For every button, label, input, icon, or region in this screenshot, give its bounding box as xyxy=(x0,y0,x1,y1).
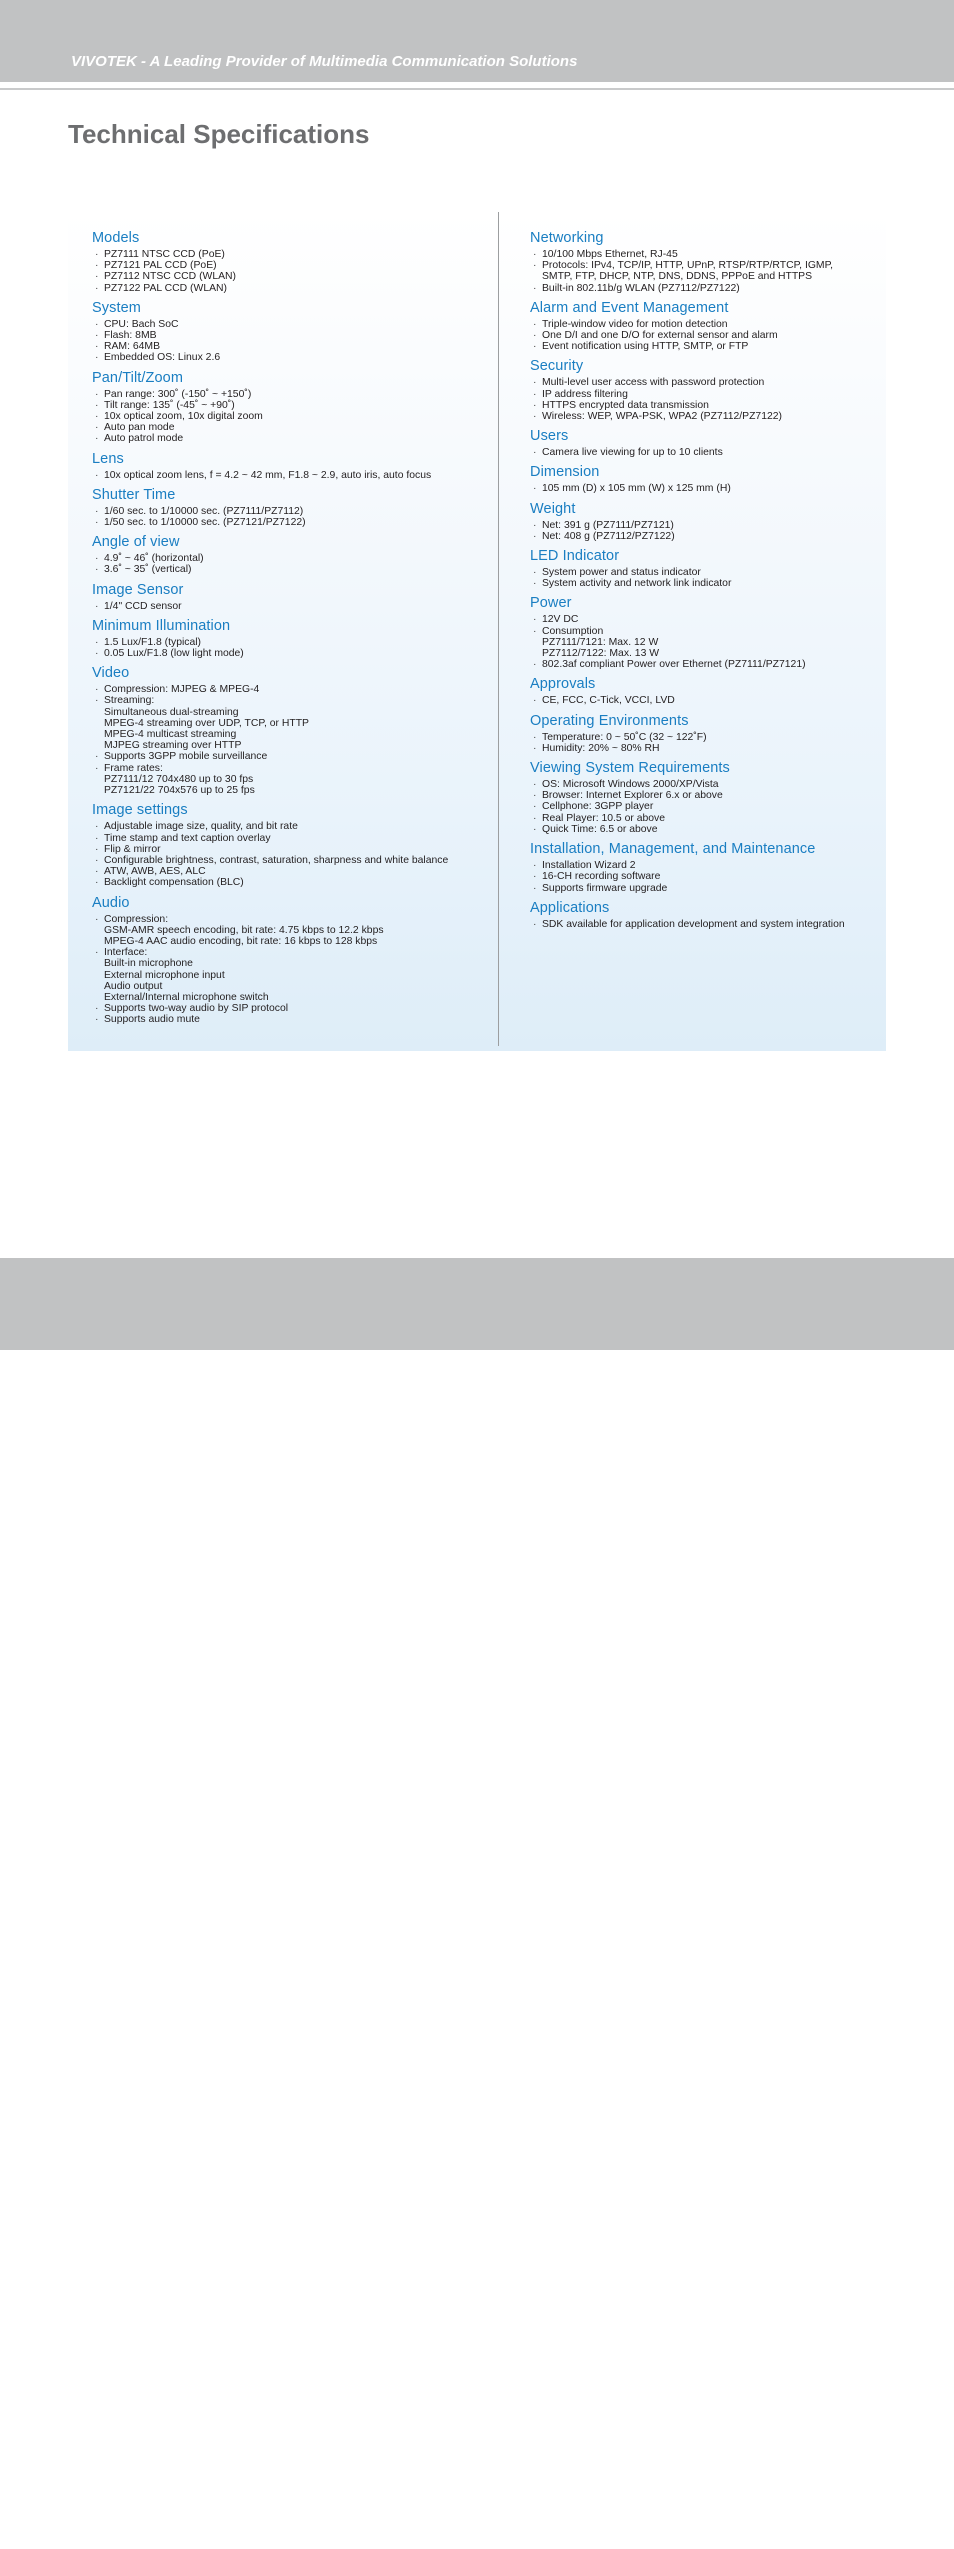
spec-list xyxy=(92,637,492,659)
spec-section xyxy=(530,898,880,930)
spec-section-title: Security xyxy=(530,358,584,375)
spec-list xyxy=(530,567,880,589)
spec-item: · Cellphone: 3GPP player xyxy=(530,801,880,812)
spec-section-title: Models xyxy=(92,230,140,246)
spec-section-title: Users xyxy=(530,428,569,445)
spec-item: · 1/60 sec. to 1/10000 sec. (PZ7111/PZ7112) xyxy=(92,506,492,517)
spec-section xyxy=(530,499,880,542)
spec-item: · PZ7121 PAL CCD (PoE) xyxy=(92,260,492,271)
footer-page-label: 116 - User's Manual xyxy=(70,2533,194,2549)
spec-section-title: Power xyxy=(530,595,572,612)
spec-item: · PZ7112 NTSC CCD (WLAN) xyxy=(92,271,492,282)
spec-list xyxy=(530,520,880,542)
spec-item: · 12V DC xyxy=(530,614,880,625)
spec-section-title: Image settings xyxy=(92,802,188,819)
header-divider xyxy=(0,88,954,90)
spec-item: · Time stamp and text caption overlay xyxy=(92,833,492,844)
spec-list xyxy=(530,614,880,670)
spec-section xyxy=(92,663,492,796)
spec-item: · 10/100 Mbps Ethernet, RJ-45 xyxy=(530,249,880,260)
spec-list xyxy=(530,695,880,706)
spec-list xyxy=(92,249,492,294)
spec-item: · Compression: MJPEG & MPEG-4 xyxy=(92,684,492,695)
spec-list xyxy=(530,377,880,422)
spec-item: · Auto pan mode xyxy=(92,422,492,433)
spec-item: · Pan range: 300˚ (-150˚ ~ +150˚) xyxy=(92,389,492,400)
spec-list xyxy=(530,779,880,835)
spec-section xyxy=(530,228,880,294)
spec-section xyxy=(92,800,492,888)
spec-item: · Backlight compensation (BLC) xyxy=(92,877,492,888)
page-title: Technical Specifications xyxy=(68,119,370,149)
spec-section-title: Applications xyxy=(530,899,610,916)
spec-item: · Embedded OS: Linux 2.6 xyxy=(92,352,492,363)
spec-item: · Supports 3GPP mobile surveillance xyxy=(92,751,492,762)
spec-item: · 4.9˚ ~ 46˚ (horizontal) xyxy=(92,553,492,564)
spec-section-title: Installation, Management, and Maintenance xyxy=(530,841,816,858)
spec-item: · Camera live viewing for up to 10 clients xyxy=(530,447,880,458)
spec-item: · RAM: 64MB xyxy=(92,341,492,352)
spec-section xyxy=(530,546,880,589)
spec-item: · Supports two-way audio by SIP protocol xyxy=(92,1003,492,1014)
spec-section xyxy=(530,462,880,494)
spec-section-title: Viewing System Requirements xyxy=(530,760,730,777)
spec-section xyxy=(92,580,492,612)
spec-item: · Supports firmware upgrade xyxy=(530,883,880,894)
spec-item: · CE, FCC, C-Tick, VCCI, LVD xyxy=(530,695,880,706)
spec-list xyxy=(530,249,880,294)
spec-item: · Quick Time: 6.5 or above xyxy=(530,824,880,835)
spec-section xyxy=(92,298,492,364)
spec-item: · 16-CH recording software xyxy=(530,871,880,882)
spec-item: · Auto patrol mode xyxy=(92,433,492,444)
spec-item: · Supports audio mute xyxy=(92,1014,492,1025)
spec-item: · PZ7122 PAL CCD (WLAN) xyxy=(92,283,492,294)
spec-item: · Humidity: 20% ~ 80% RH xyxy=(530,743,880,754)
spec-list xyxy=(92,821,492,888)
spec-section-title: Image Sensor xyxy=(92,581,184,598)
spec-item: · One D/I and one D/O for external sensor and alarm xyxy=(530,330,880,341)
spec-item: · Net: 391 g (PZ7111/PZ7121) xyxy=(530,520,880,531)
spec-item: · 3.6˚ ~ 35˚ (vertical) xyxy=(92,564,492,575)
spec-section xyxy=(530,426,880,458)
spec-section-title: Networking xyxy=(530,230,604,246)
spec-item: · SDK available for application development and system integration xyxy=(530,919,880,930)
spec-item: · 10x optical zoom lens, f = 4.2 ~ 42 mm, F1.8 ~ 2.9, auto iris, auto focus xyxy=(92,470,492,481)
spec-item: · 1/50 sec. to 1/10000 sec. (PZ7121/PZ7122) xyxy=(92,517,492,528)
spec-section xyxy=(530,356,880,422)
spec-item: · CPU: Bach SoC xyxy=(92,319,492,330)
spec-list xyxy=(530,860,880,894)
column-divider xyxy=(498,212,499,1046)
spec-list xyxy=(92,684,492,796)
spec-item: · 105 mm (D) x 105 mm (W) x 125 mm (H) xyxy=(530,483,880,494)
spec-section-title: Alarm and Event Management xyxy=(530,299,729,316)
spec-section xyxy=(530,758,880,835)
spec-list xyxy=(92,470,492,481)
spec-item: · Event notification using HTTP, SMTP, or FTP xyxy=(530,341,880,352)
header-bar xyxy=(0,0,954,82)
spec-list xyxy=(92,319,492,364)
spec-section-title: Pan/Tilt/Zoom xyxy=(92,369,184,386)
spec-item: · Flash: 8MB xyxy=(92,330,492,341)
spec-section-title: System xyxy=(92,299,141,316)
spec-item: · Adjustable image size, quality, and bit rate xyxy=(92,821,492,832)
spec-section xyxy=(92,532,492,575)
header-title: VIVOTEK - A Leading Provider of Multimedia Communication Solutions xyxy=(71,53,578,70)
spec-section xyxy=(92,228,492,294)
spec-section-title: Approvals xyxy=(530,676,596,693)
spec-item: · Flip & mirror xyxy=(92,844,492,855)
spec-section xyxy=(92,368,492,445)
spec-section-title: Angle of view xyxy=(92,534,180,551)
spec-item: · Streaming: Simultaneous dual-streaming MPEG-4 streaming over UDP, TCP, or HTTP MPEG-4 multicast streaming MJPEG streaming over HTTP xyxy=(92,695,492,751)
spec-section xyxy=(530,674,880,706)
spec-list xyxy=(530,919,880,930)
spec-section-title: Lens xyxy=(92,450,124,467)
spec-section-title: Operating Environments xyxy=(530,712,689,729)
spec-item: · Browser: Internet Explorer 6.x or above xyxy=(530,790,880,801)
spec-item: · HTTPS encrypted data transmission xyxy=(530,400,880,411)
spec-section xyxy=(530,711,880,754)
spec-item: · 0.05 Lux/F1.8 (low light mode) xyxy=(92,648,492,659)
spec-item: · Compression: GSM-AMR speech encoding, bit rate: 4.75 kbps to 12.2 kbps MPEG-4 AAC audio encoding, bit rate: 16 kbps to 128 kbps xyxy=(92,914,492,948)
spec-item: · 802.3af compliant Power over Ethernet (PZ7111/PZ7121) xyxy=(530,659,880,670)
spec-item: · Installation Wizard 2 xyxy=(530,860,880,871)
spec-list xyxy=(92,506,492,528)
spec-list xyxy=(530,483,880,494)
spec-item: · Frame rates: PZ7111/12 704x480 up to 30 fps PZ7121/22 704x576 up to 25 fps xyxy=(92,763,492,797)
spec-list xyxy=(92,553,492,575)
spec-section xyxy=(530,298,880,353)
spec-list xyxy=(92,389,492,445)
spec-section-title: Shutter Time xyxy=(92,486,176,503)
spec-item: · Interface: Built-in microphone External microphone input Audio output External/Internal microphone switch xyxy=(92,947,492,1003)
spec-item: · ATW, AWB, AES, ALC xyxy=(92,866,492,877)
spec-section-title: Audio xyxy=(92,894,130,911)
spec-item: · IP address filtering xyxy=(530,389,880,400)
spec-item: · Triple-window video for motion detection xyxy=(530,319,880,330)
spec-item: · 10x optical zoom, 10x digital zoom xyxy=(92,411,492,422)
spec-item: · Net: 408 g (PZ7112/PZ7122) xyxy=(530,531,880,542)
right-spec-column xyxy=(530,228,880,934)
spec-item: · Tilt range: 135˚ (-45˚ ~ +90˚) xyxy=(92,400,492,411)
spec-list xyxy=(530,319,880,353)
spec-item: · Configurable brightness, contrast, saturation, sharpness and white balance xyxy=(92,855,492,866)
spec-section xyxy=(92,449,492,481)
spec-section-title: LED Indicator xyxy=(530,548,620,565)
spec-item: · OS: Microsoft Windows 2000/XP/Vista xyxy=(530,779,880,790)
spec-section xyxy=(92,616,492,659)
spec-item: · Multi-level user access with password protection xyxy=(530,377,880,388)
spec-list xyxy=(92,914,492,1026)
footer-bar xyxy=(0,1258,954,2549)
spec-section-title: Video xyxy=(92,665,130,682)
spec-section xyxy=(530,839,880,894)
spec-item: · Wireless: WEP, WPA-PSK, WPA2 (PZ7112/PZ7122) xyxy=(530,411,880,422)
spec-section-title: Weight xyxy=(530,500,576,517)
spec-item: · PZ7111 NTSC CCD (PoE) xyxy=(92,249,492,260)
spec-item: · Protocols: IPv4, TCP/IP, HTTP, UPnP, RTSP/RTP/RTCP, IGMP, SMTP, FTP, DHCP, NTP, DNS, DDNS, PPPoE and HTTPS xyxy=(530,260,880,282)
spec-section xyxy=(530,593,880,670)
spec-section xyxy=(92,893,492,1026)
spec-section xyxy=(92,485,492,528)
spec-list xyxy=(530,732,880,754)
spec-item: · 1.5 Lux/F1.8 (typical) xyxy=(92,637,492,648)
spec-section-title: Dimension xyxy=(530,464,600,481)
spec-section-title: Minimum Illumination xyxy=(92,617,231,634)
spec-list xyxy=(530,447,880,458)
spec-item: · System power and status indicator xyxy=(530,567,880,578)
spec-item: · Built-in 802.11b/g WLAN (PZ7112/PZ7122) xyxy=(530,283,880,294)
spec-item: · Consumption PZ7111/7121: Max. 12 W PZ7112/7122: Max. 13 W xyxy=(530,626,880,660)
spec-item: · Temperature: 0 ~ 50˚C (32 ~ 122˚F) xyxy=(530,732,880,743)
left-spec-column xyxy=(92,228,492,1030)
spec-item: · Real Player: 10.5 or above xyxy=(530,813,880,824)
spec-item: · 1/4" CCD sensor xyxy=(92,601,492,612)
spec-item: · System activity and network link indicator xyxy=(530,578,880,589)
spec-list xyxy=(92,601,492,612)
